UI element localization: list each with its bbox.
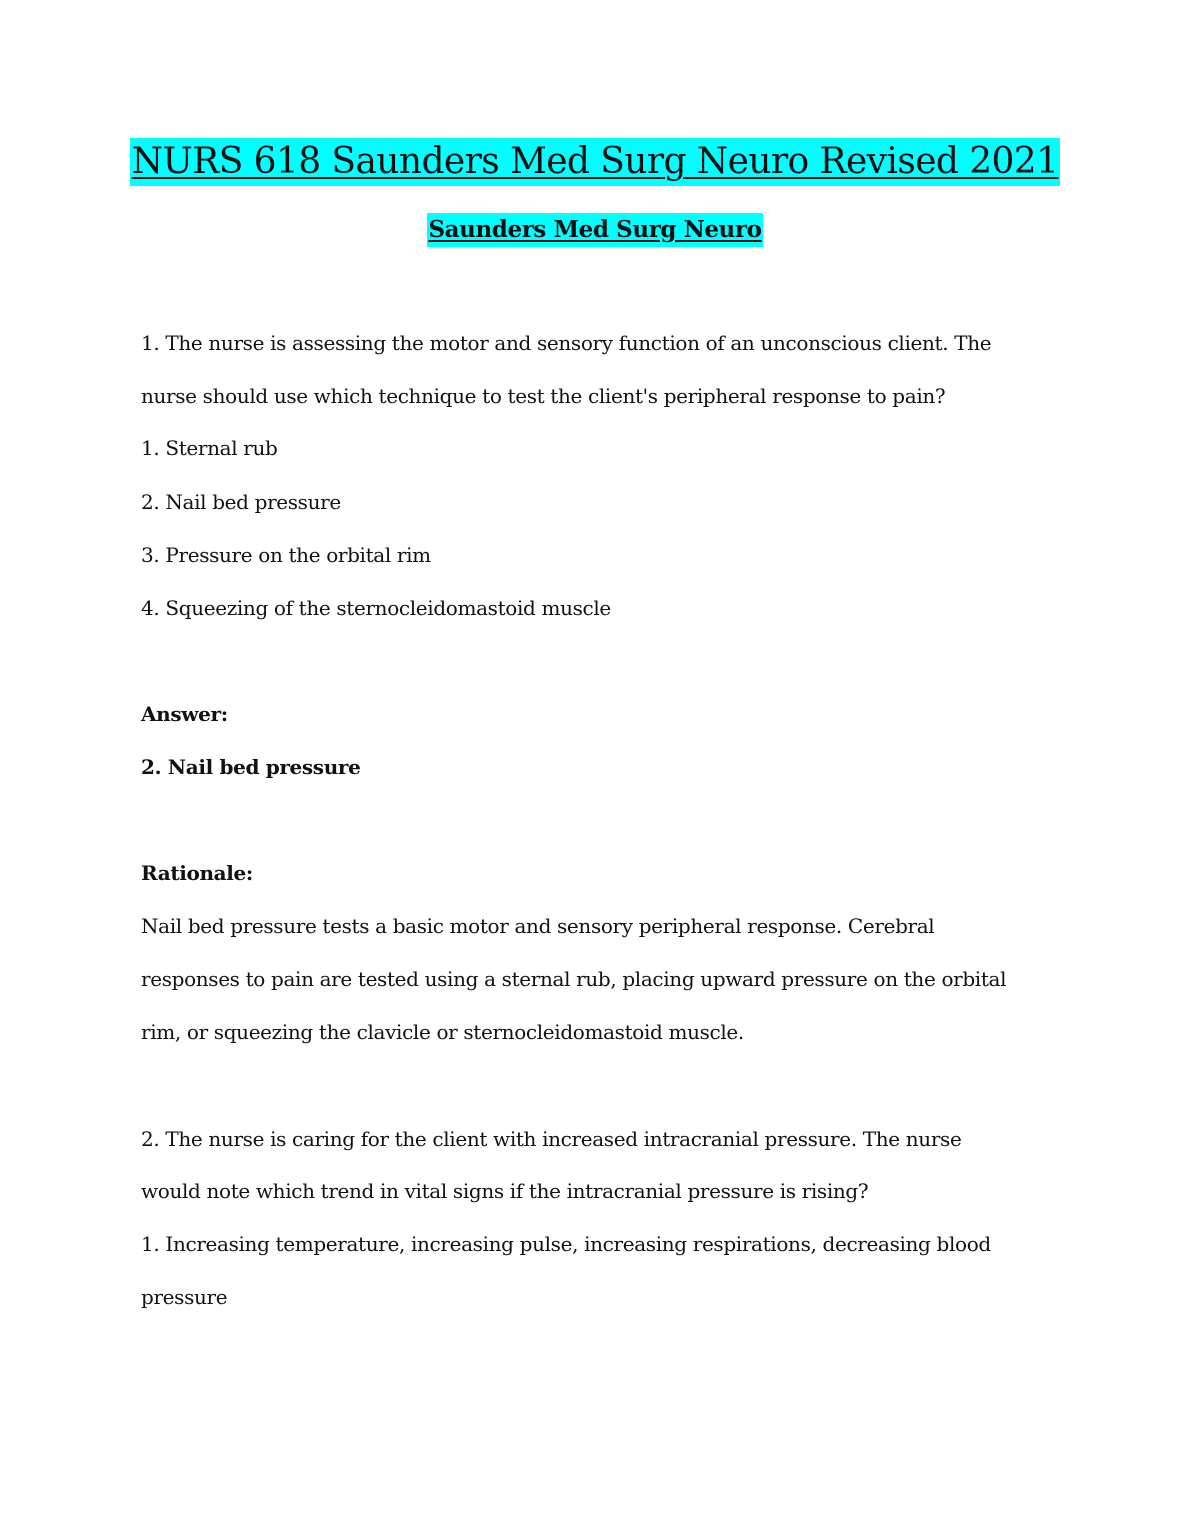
question-1-option-2: 2. Nail bed pressure [141,490,341,514]
question-2-option-1-line-2: pressure [141,1285,228,1309]
rationale-line-1: Nail bed pressure tests a basic motor and sensory peripheral response. Cerebral [141,914,935,938]
answer-value: 2. Nail bed pressure [141,755,361,779]
document-subtitle[interactable]: Saunders Med Surg Neuro [427,213,762,247]
rationale-label: Rationale: [141,861,253,885]
title-row [0,138,1190,186]
question-2-stem-line-1: 2. The nurse is caring for the client with increased intracranial pressure. The nurse [141,1127,962,1151]
question-1-option-1: 1. Sternal rub [141,436,278,460]
answer-label: Answer: [141,702,228,726]
question-1-option-3: 3. Pressure on the orbital rim [141,543,431,567]
question-2-option-1-line-1: 1. Increasing temperature, increasing pulse, increasing respirations, decreasing blood [141,1232,991,1256]
rationale-line-3: rim, or squeezing the clavicle or sternocleidomastoid muscle. [141,1020,744,1044]
question-2-stem-line-2: would note which trend in vital signs if the intracranial pressure is rising? [141,1179,869,1203]
question-1-stem-line-2: nurse should use which technique to test the client's peripheral response to pain? [141,384,946,408]
subtitle-row [0,213,1190,247]
question-1-stem-line-1: 1. The nurse is assessing the motor and sensory function of an unconscious client. The [141,331,992,355]
document-title[interactable]: NURS 618 Saunders Med Surg Neuro Revised 2021 [130,138,1061,186]
rationale-line-2: responses to pain are tested using a sternal rub, placing upward pressure on the orbital [141,967,1007,991]
question-1-option-4: 4. Squeezing of the sternocleidomastoid muscle [141,596,611,620]
